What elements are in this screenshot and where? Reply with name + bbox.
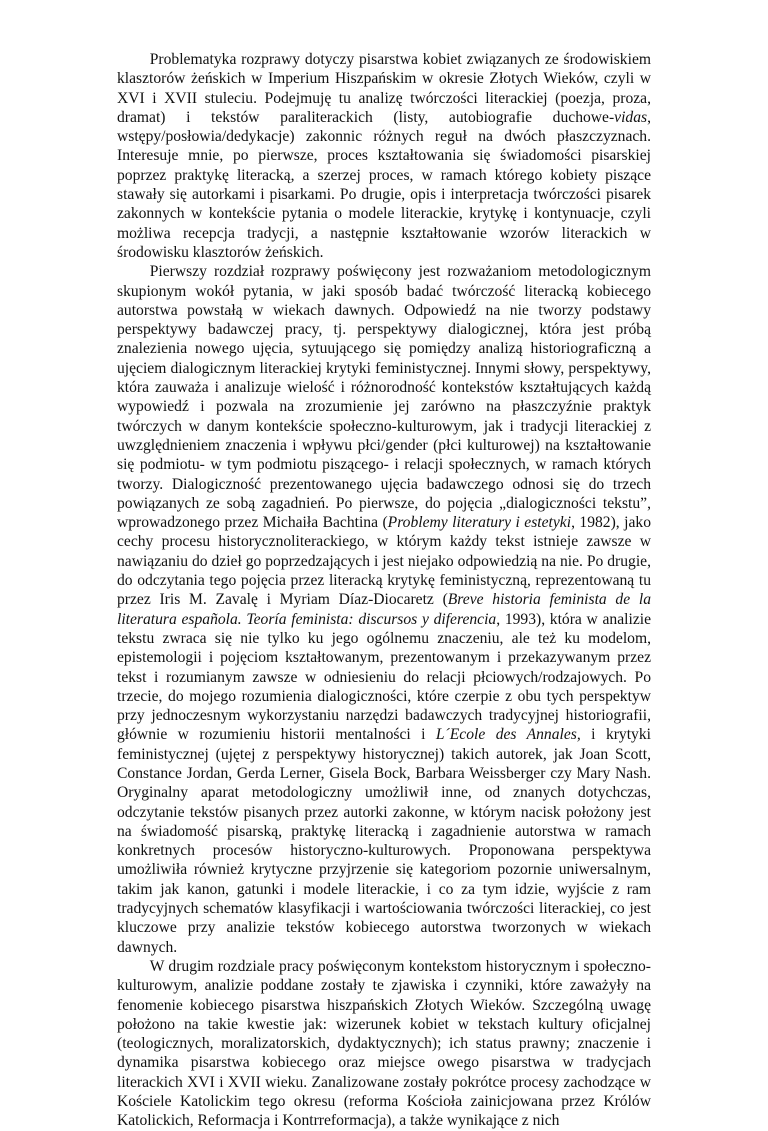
italic-title: vidas — [614, 108, 648, 126]
text-run: , 1993), która w analizie tekstu zwraca się nie tylko ku jego ogólnemu znaczeniu, ale też ku modelom, epistemologii i pojęciom kształtowanym, prezentowanym i przekazywanym przez tekst i rozumianym zawsze w odniesieniu do relacji płciowych/rodzajowych. Po trzecie, do mojego rozumienia dialogiczności, które czerpie z obu tych perspektyw przy jednoczesnym wykorzystaniu narzędzi badawczych tradycyjnej historiografii, głównie w rozumieniu historii mentalności i — [117, 610, 651, 744]
text-run: W drugim rozdziale pracy poświęconym kontekstom historycznym i społeczno-kulturowym, analizie poddane zostały te zjawiska i czynniki, które zaważyły na fenomenie kobiecego pisarstwa hiszpańskich Złotych Wieków. Szczególną uwagę położono na takie kwestie jak: wizerunek kobiet w tekstach kultury oficjalnej (teologicznych, moralizatorskich, dydaktycznych); ich status prawny; znaczenie i dynamika pisarstwa kobiecego oraz miejsce owego pisarstwa w tradycjach literackich XVI i XVII wieku. Zanalizowane zostały pokrótce procesy zachodzące w Kościele Katolickim tego okresu (reforma Kościoła zainicjowana przez Królów Katolickich, Reformacja i Kontrreformacja), a także wynikające z nich — [117, 957, 651, 1130]
paragraph-1 — [117, 50, 651, 262]
text-run: , 1982), jako cechy procesu historycznoliterackiego, w którym każdy tekst istnieje zawsze w nawiązaniu do dzieł go poprzedzających i jest niejako odpowiedzią na nie. Po drugie, do odczytania tego pojęcia przez literacką krytykę feministyczną, reprezentowaną tu przez Iris M. Zavalę i Myriam Díaz-Diocaretz ( — [117, 514, 651, 609]
italic-title: L´Ecole des Annales, — [435, 726, 581, 744]
paragraph-2 — [117, 262, 651, 957]
paragraph-3 — [117, 957, 651, 1131]
text-run: , wstępy/posłowia/dedykacje) zakonnic różnych reguł na dwóch płaszczyznach. Interesuje mnie, po pierwsze, proces kształtowania się świadomości pisarskiej poprzez praktykę literacką, a szerzej proces, w ramach którego kobiety piszące stawały się autorkami i pisarkami. Po drugie, opis i interpretacja twórczości pisarek zakonnych w kontekście pytania o modele literackie, krytykę i kontynuacje, czyli możliwa recepcja tradycji, a następnie kształtowanie wzorów literackich w środowisku klasztorów żeńskich. — [117, 108, 651, 261]
italic-title: Breve historia feminista de la literatura española. Teoría feminista: discursos y diferencia — [117, 591, 651, 628]
text-run: Problematyka rozprawy dotyczy pisarstwa kobiet związanych ze środowiskiem klasztorów żeńskich w Imperium Hiszpańskim w okresie Złotych Wieków, czyli w XVI i XVII stuleciu. Podejmuję tu analizę twórczości literackiej (poezja, proza, dramat) i tekstów paraliterackich (listy, autobiografie duchowe- — [117, 51, 651, 126]
text-run: Pierwszy rozdział rozprawy poświęcony jest rozważaniom metodologicznym skupionym wokół pytania, w jaki sposób badać twórczość literacką kobiecego autorstwa powstałą w wiekach dawnych. Odpowiedź na nie tworzy podstawy perspektywy badawczej pracy, tj. perspektywy dialogicznej, która jest próbą znalezienia nowego ujęcia, sytuującego się pomiędzy analizą historiograficzną a ujęciem dialogicznym literackiej krytyki feministycznej. Innymi słowy, perspektywy, która zauważa i analizuje wielość i różnorodność kontekstów kształtujących każdą wypowiedź i pozwala na zrozumienie jej zarówno na płaszczyźnie praktyk twórczych w danym kontekście społeczno-kulturowym, jak i tradycji literackiej z uwzględnieniem znaczenia i wpływu płci/gender (płci kulturowej) na kształtowanie się podmiotu- w tym podmiotu piszącego- i relacji społecznych, w ramach których tworzy. Dialogiczność prezentowanego ujęcia badawczego odnosi się do trzech powiązanych ze sobą zagadnień. Po pierwsze, do pojęcia „dialogiczności tekstu”, wprowadzonego przez Michaiła Bachtina ( — [117, 263, 651, 532]
text-run: i krytyki feministycznej (ujętej z perspektywy historycznej) takich autorek, jak Joan Scott, Constance Jordan, Gerda Lerner, Gisela Bock, Barbara Weissberger czy Mary Nash. Oryginalny aparat metodologiczny umożliwił inne, od znanych dotychczas, odczytanie tekstów pisanych przez autorki zakonne, w którym nacisk położony jest na świadomość pisarską, praktykę literacką i zagadnienie autorstwa w ramach konkretnych procesów historyczno-kulturowych. Proponowana perspektywa umożliwiła również krytyczne przyjrzenie się kategoriom pozornie uniwersalnym, takim jak kanon, gatunki i modele literackie, i co za tym idzie, wyjście z ram tradycyjnych schematów klasyfikacji i wartościowania twórczości literackiej, co jest kluczowe przy analizie tekstów kobiecego autorstwa tworzonych w wiekach dawnych. — [117, 726, 651, 956]
document-page — [117, 50, 651, 1131]
italic-title: Problemy literatury i estetyki — [387, 514, 572, 532]
